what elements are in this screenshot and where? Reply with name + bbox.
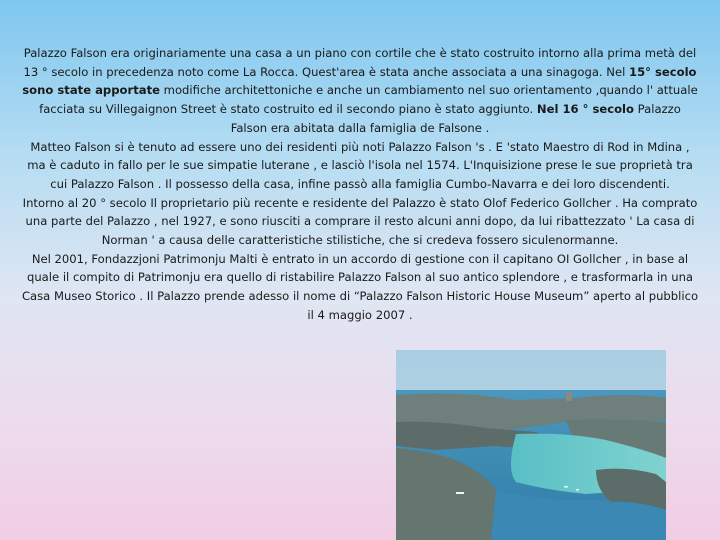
coastal-photo-image (396, 350, 666, 540)
paragraph-history-text-b: modifiche architettoniche e anche un cambiamento nel suo orientamento ,quando l' attuale facciata su Villegaignon Street è stato costruito ed il secondo piano è stato aggiunto. (39, 83, 698, 117)
coastal-photo (396, 350, 666, 540)
paragraph-history-bold-a: 15° secolo sono state apportate (22, 64, 697, 98)
body-text (20, 44, 700, 325)
paragraph-gollcher: Intorno al 20 ° secolo Il proprietario più recente e residente del Palazzo è stato Olof Federico Gollcher . Ha comprato una parte del Palazzo , nel 1927, e sono riusciti a comprare il resto alcuni anni dopo, da lui ribattezzato ' La casa di Norman ' a causa delle caratteristiche stilistiche, che si credeva fossero siculenormanne. (22, 195, 698, 248)
paragraph-history-bold-b: Nel 16 ° secolo (536, 102, 634, 117)
paragraph-history (20, 44, 700, 138)
paragraph-matteo-falson: Matteo Falson si è tenuto ad essere uno dei residenti più noti Palazzo Falson 's . E 'stato Maestro di Rod in Mdina , ma è caduto in fallo per le sue simpatie luterane , e lasciò l'isola nel 1574. L'Inquisizione prese le sue proprietà tra cui Palazzo Falson . Il possesso della casa, infine passò alla famiglia Cumbo-Navarra e dei loro discendenti. (27, 139, 693, 191)
paragraph-history-text-c: Palazzo Falson era abitata dalla famiglia de Falsone . (230, 102, 681, 135)
paragraph-history-text-a: Palazzo Falson era originariamente una casa a un piano con cortile che è stato costruito intorno alla prima metà del 13 ° secolo in precedenza noto come La Rocca. Quest'area è stata anche associata a una sinagoga. Nel (23, 46, 697, 79)
paragraph-museum: Nel 2001, Fondazzjoni Patrimonju Malti è entrato in un accordo di gestione con il capitano OI Gollcher , in base al quale il compito di Patrimonju era quello di ristabilire Palazzo Falson al suo antico splendore , e trasformarla in una Casa Museo Storico . Il Palazzo prende adesso il nome di “Palazzo Falson Historic House Museum” aperto al pubblico il 4 maggio 2007 . (21, 251, 699, 322)
